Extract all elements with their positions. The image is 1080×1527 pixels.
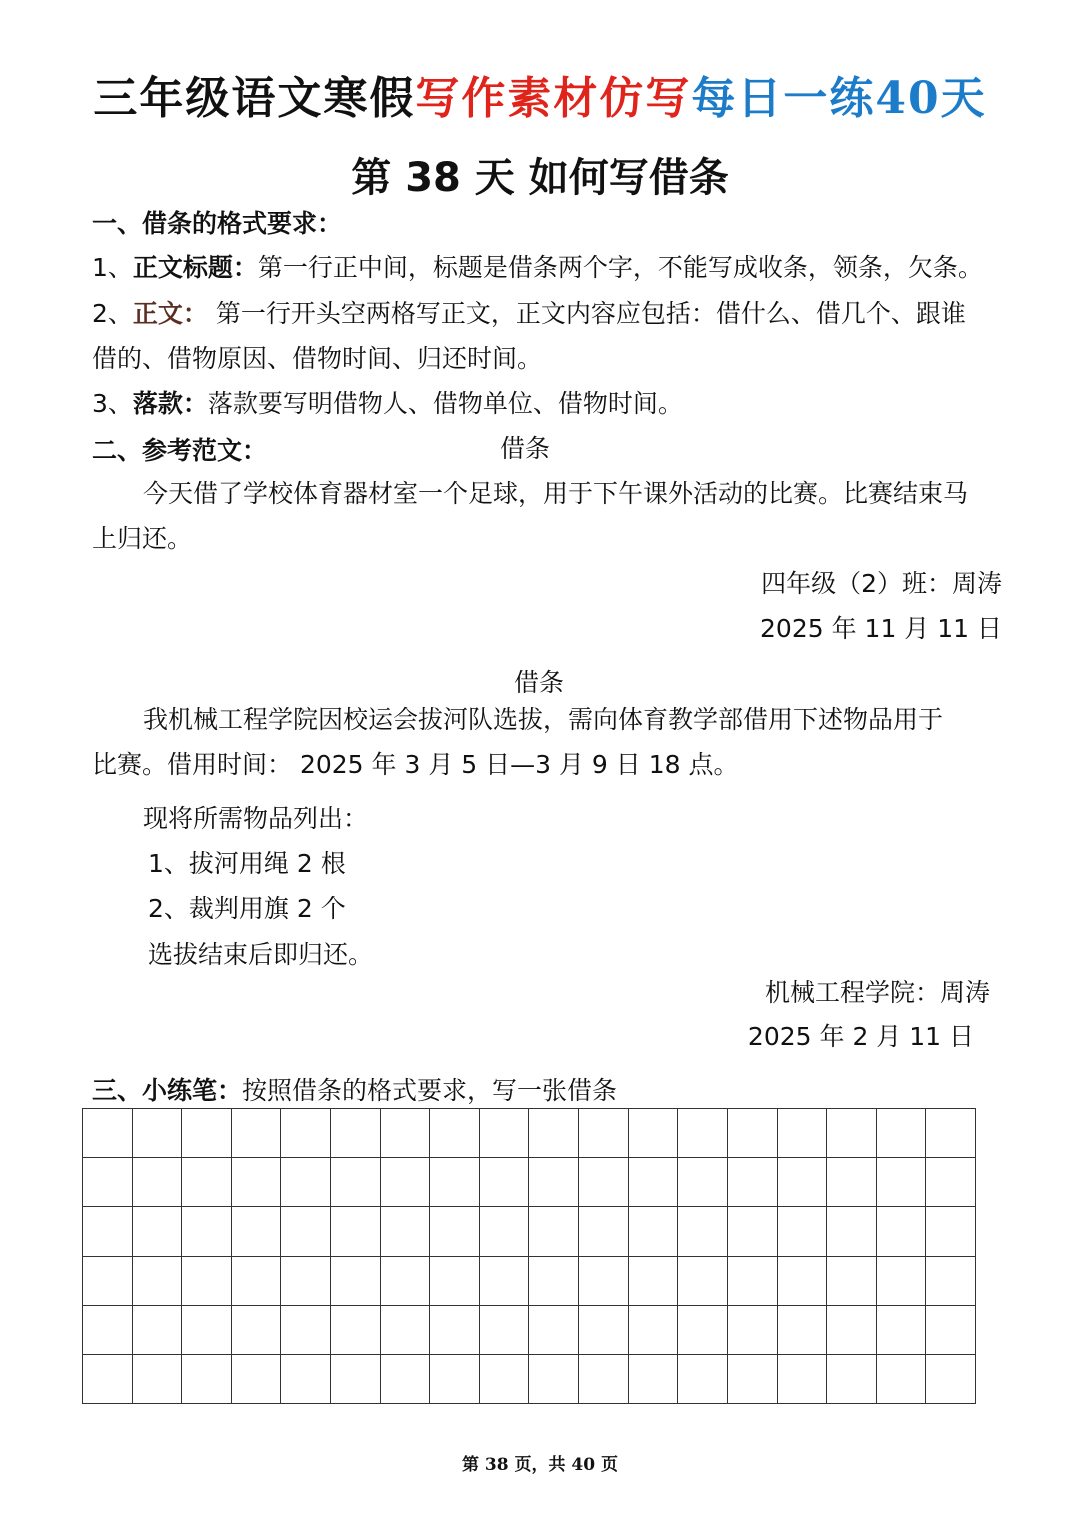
grid-cell[interactable] [133,1306,183,1355]
grid-cell[interactable] [430,1158,480,1207]
grid-cell[interactable] [281,1306,331,1355]
grid-cell[interactable] [678,1109,728,1158]
grid-cell[interactable] [926,1257,976,1306]
sample1-date: 2025 年 11 月 11 日 [760,614,1002,643]
grid-cell[interactable] [778,1158,828,1207]
item3-label: 落款： [132,389,208,418]
grid-cell[interactable] [182,1306,232,1355]
grid-cell[interactable] [331,1158,381,1207]
grid-cell[interactable] [877,1306,927,1355]
main-title [0,62,1080,126]
grid-cell[interactable] [529,1109,579,1158]
grid-cell[interactable] [629,1207,679,1256]
grid-cell[interactable] [133,1158,183,1207]
section3-heading: 三、小练笔： [92,1076,243,1105]
grid-cell[interactable] [877,1109,927,1158]
grid-cell[interactable] [381,1109,431,1158]
grid-cell[interactable] [381,1207,431,1256]
grid-cell[interactable] [827,1158,877,1207]
sample1-signature: 四年级（2）班：周涛 [761,569,1002,598]
grid-cell[interactable] [232,1257,282,1306]
grid-cell[interactable] [331,1207,381,1256]
sample2-list-intro: 现将所需物品列出： [143,804,369,833]
grid-cell[interactable] [877,1355,927,1404]
grid-cell[interactable] [381,1158,431,1207]
sample2-list-item-2: 2、裁判用旗 2 个 [148,894,346,923]
grid-cell[interactable] [926,1207,976,1256]
grid-cell[interactable] [232,1109,282,1158]
title-part-red: 写作素材仿写 [415,73,692,124]
grid-cell[interactable] [83,1109,133,1158]
grid-cell[interactable] [728,1207,778,1256]
grid-cell[interactable] [778,1207,828,1256]
grid-cell[interactable] [728,1109,778,1158]
grid-cell[interactable] [629,1306,679,1355]
sample2-body-line2: 比赛。借用时间： 2025 年 3 月 5 日—3 月 9 日 18 点。 [92,750,739,779]
item3-number: 3、 [92,389,133,418]
grid-cell[interactable] [281,1158,331,1207]
grid-cell[interactable] [430,1257,480,1306]
grid-cell[interactable] [281,1257,331,1306]
grid-cell[interactable] [133,1207,183,1256]
grid-cell[interactable] [381,1257,431,1306]
grid-cell[interactable] [877,1158,927,1207]
format-item-2-cont: 借的、借物原因、借物时间、归还时间。 [92,344,543,373]
grid-cell[interactable] [83,1355,133,1404]
grid-cell[interactable] [83,1306,133,1355]
format-item-1 [92,250,983,286]
sample1-body-line2: 上归还。 [92,524,193,553]
grid-cell[interactable] [480,1207,530,1256]
sample2-signature: 机械工程学院：周涛 [764,978,990,1007]
grid-cell[interactable] [678,1306,728,1355]
grid-cell[interactable] [232,1158,282,1207]
grid-cell[interactable] [480,1306,530,1355]
grid-cell[interactable] [232,1306,282,1355]
grid-cell[interactable] [182,1355,232,1404]
grid-cell[interactable] [827,1109,877,1158]
grid-cell[interactable] [430,1207,480,1256]
sample2-body-line1: 我机械工程学院因校运会拔河队选拔，需向体育教学部借用下述物品用于 [143,705,944,734]
grid-cell[interactable] [480,1355,530,1404]
grid-cell[interactable] [182,1109,232,1158]
grid-cell[interactable] [83,1257,133,1306]
grid-cell[interactable] [926,1355,976,1404]
grid-cell[interactable] [281,1207,331,1256]
grid-cell[interactable] [182,1158,232,1207]
title-part-black: 三年级语文寒假 [93,73,416,124]
item1-text: 第一行正中间，标题是借条两个字，不能写成收条，领条，欠条。 [257,253,983,282]
item2-label: 正文： [132,299,208,328]
item2-text: 第一行开头空两格写正文，正文内容应包括：借什么、借几个、跟谁 [207,299,966,328]
sample2-list-item-1: 1、拔河用绳 2 根 [148,849,346,878]
grid-cell[interactable] [778,1257,828,1306]
grid-cell[interactable] [331,1257,381,1306]
section3-heading-line [92,1073,617,1109]
grid-cell[interactable] [331,1355,381,1404]
grid-cell[interactable] [133,1355,183,1404]
grid-cell[interactable] [579,1355,629,1404]
writing-grid[interactable] [82,1108,976,1404]
sample1-body-line1: 今天借了学校体育器材室一个足球，用于下午课外活动的比赛。比赛结束马 [143,479,969,508]
grid-cell[interactable] [232,1355,282,1404]
grid-cell[interactable] [728,1257,778,1306]
grid-cell[interactable] [827,1306,877,1355]
grid-cell[interactable] [480,1257,530,1306]
sample2-closing: 选拔结束后即归还。 [148,940,374,969]
grid-cell[interactable] [182,1257,232,1306]
grid-cell[interactable] [629,1257,679,1306]
grid-cell[interactable] [480,1158,530,1207]
grid-cell[interactable] [728,1158,778,1207]
grid-cell[interactable] [430,1355,480,1404]
grid-cell[interactable] [579,1158,629,1207]
grid-cell[interactable] [529,1158,579,1207]
item2-number: 2、 [92,299,133,328]
grid-cell[interactable] [381,1355,431,1404]
grid-cell[interactable] [629,1355,679,1404]
grid-cell[interactable] [778,1355,828,1404]
item3-text: 落款要写明借物人、借物单位、借物时间。 [207,389,683,418]
grid-cell[interactable] [430,1109,480,1158]
grid-cell[interactable] [728,1306,778,1355]
grid-cell[interactable] [133,1109,183,1158]
grid-cell[interactable] [480,1109,530,1158]
grid-cell[interactable] [331,1109,381,1158]
grid-cell[interactable] [182,1207,232,1256]
grid-cell[interactable] [430,1306,480,1355]
grid-cell[interactable] [529,1257,579,1306]
section3-instruction: 按照借条的格式要求，写一张借条 [242,1076,618,1105]
grid-cell[interactable] [877,1257,927,1306]
grid-cell[interactable] [728,1355,778,1404]
grid-cell[interactable] [83,1158,133,1207]
grid-cell[interactable] [827,1355,877,1404]
grid-cell[interactable] [827,1257,877,1306]
grid-cell[interactable] [281,1355,331,1404]
item1-number: 1、 [92,253,133,282]
section1-heading: 一、借条的格式要求： [92,209,343,238]
grid-cell[interactable] [579,1109,629,1158]
grid-cell[interactable] [926,1109,976,1158]
item1-label: 正文标题： [132,253,258,282]
grid-cell[interactable] [678,1355,728,1404]
grid-cell[interactable] [778,1306,828,1355]
grid-cell[interactable] [678,1207,728,1256]
grid-cell[interactable] [381,1306,431,1355]
grid-cell[interactable] [579,1257,629,1306]
grid-cell[interactable] [529,1306,579,1355]
sample2-date: 2025 年 2 月 11 日 [747,1022,974,1051]
grid-cell[interactable] [579,1207,629,1256]
grid-cell[interactable] [678,1257,728,1306]
sample2-title: 借条 [514,668,565,697]
grid-cell[interactable] [778,1109,828,1158]
grid-cell[interactable] [678,1158,728,1207]
grid-cell[interactable] [926,1158,976,1207]
grid-cell[interactable] [579,1306,629,1355]
grid-cell[interactable] [877,1207,927,1256]
format-item-2 [92,296,966,332]
grid-cell[interactable] [529,1355,579,1404]
grid-cell[interactable] [529,1207,579,1256]
section2-heading: 二、参考范文： [92,436,268,465]
grid-cell[interactable] [629,1109,679,1158]
grid-cell[interactable] [629,1158,679,1207]
format-item-3 [92,386,683,422]
grid-cell[interactable] [83,1207,133,1256]
sample1-title: 借条 [500,434,551,463]
title-part-blue: 每日一练40天 [691,73,987,124]
grid-cell[interactable] [331,1306,381,1355]
grid-cell[interactable] [926,1306,976,1355]
grid-cell[interactable] [281,1109,331,1158]
grid-cell[interactable] [827,1207,877,1256]
page-footer: 第 38 页，共 40 页 [462,1455,618,1475]
grid-cell[interactable] [232,1207,282,1256]
grid-cell[interactable] [133,1257,183,1306]
page-subtitle: 第 38 天 如何写借条 [351,155,729,201]
